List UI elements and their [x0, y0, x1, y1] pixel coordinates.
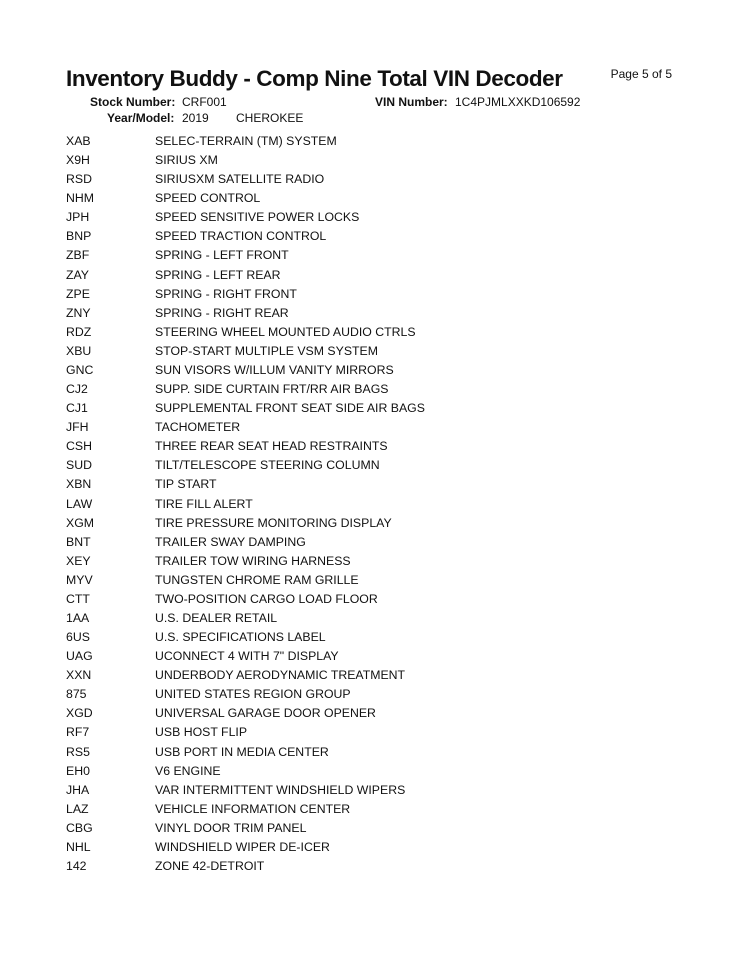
option-code: GNC [66, 362, 94, 377]
option-code: XEY [66, 553, 91, 568]
option-code: ZBF [66, 248, 90, 263]
option-code: XXN [66, 668, 92, 683]
option-code: NHL [66, 839, 91, 854]
option-description: THREE REAR SEAT HEAD RESTRAINTS [155, 439, 388, 454]
option-code: 142 [66, 859, 87, 874]
option-code: 6US [66, 630, 90, 645]
option-description: SUN VISORS W/ILLUM VANITY MIRRORS [155, 362, 394, 377]
option-code: JPH [66, 210, 90, 225]
stock-number-value: CRF001 [182, 95, 227, 109]
option-description: TRAILER SWAY DAMPING [155, 534, 306, 549]
option-description: TILT/TELESCOPE STEERING COLUMN [155, 458, 380, 473]
document-title: Inventory Buddy - Comp Nine Total VIN Decoder [66, 66, 563, 91]
option-description: V6 ENGINE [155, 763, 221, 778]
stock-number-label: Stock Number: [90, 95, 176, 109]
option-description: TUNGSTEN CHROME RAM GRILLE [155, 572, 359, 587]
year-model-label: Year/Model: [107, 111, 175, 125]
option-code: UAG [66, 649, 93, 664]
option-description: TWO-POSITION CARGO LOAD FLOOR [155, 591, 378, 606]
option-code: RS5 [66, 744, 90, 759]
option-code: ZPE [66, 286, 90, 301]
option-code: LAW [66, 496, 93, 511]
option-description: VAR INTERMITTENT WINDSHIELD WIPERS [155, 782, 406, 797]
option-description: SUPP. SIDE CURTAIN FRT/RR AIR BAGS [155, 382, 389, 397]
year-value: 2019 [182, 111, 209, 125]
option-code: CBG [66, 820, 93, 835]
option-description: SPRING - RIGHT FRONT [155, 286, 297, 301]
option-code: CJ2 [66, 382, 88, 397]
option-code: JHA [66, 782, 90, 797]
option-code: X9H [66, 153, 90, 168]
option-code: 1AA [66, 611, 90, 625]
option-description: TRAILER TOW WIRING HARNESS [155, 553, 351, 568]
option-code: JFH [66, 420, 89, 435]
option-description: U.S. SPECIFICATIONS LABEL [155, 630, 326, 645]
option-code: BNT [66, 534, 91, 549]
page-number: Page 5 of 5 [610, 67, 672, 81]
option-code: XBN [66, 477, 92, 492]
option-code: CSH [66, 439, 92, 454]
vin-number-value: 1C4PJMLXXKD106592 [455, 95, 581, 109]
option-code: XAB [66, 134, 91, 148]
option-code: NHM [66, 191, 95, 206]
option-description: VINYL DOOR TRIM PANEL [155, 820, 307, 835]
option-description: UNITED STATES REGION GROUP [155, 687, 351, 702]
vin-number-label: VIN Number: [375, 95, 448, 109]
option-description: SPRING - LEFT FRONT [155, 248, 289, 263]
option-code: MYV [66, 572, 93, 587]
option-description: SIRIUSXM SATELLITE RADIO [155, 172, 325, 187]
option-code: RF7 [66, 725, 90, 740]
option-description: U.S. DEALER RETAIL [155, 611, 278, 625]
option-description: SPEED TRACTION CONTROL [155, 229, 327, 244]
option-description: SPEED SENSITIVE POWER LOCKS [155, 210, 360, 225]
option-code: XGM [66, 515, 95, 530]
option-code: LAZ [66, 801, 89, 816]
option-description: STEERING WHEEL MOUNTED AUDIO CTRLS [155, 324, 416, 339]
option-description: USB PORT IN MEDIA CENTER [155, 744, 329, 759]
option-code: RSD [66, 172, 92, 187]
option-description: TIRE PRESSURE MONITORING DISPLAY [155, 515, 392, 530]
option-code: EH0 [66, 763, 90, 778]
option-description: WINDSHIELD WIPER DE-ICER [155, 839, 330, 854]
option-code: RDZ [66, 324, 92, 339]
option-code: 875 [66, 687, 87, 702]
option-code: SUD [66, 458, 92, 473]
option-description: SELEC-TERRAIN (TM) SYSTEM [155, 134, 337, 148]
option-description: VEHICLE INFORMATION CENTER [155, 801, 351, 816]
option-description: TACHOMETER [155, 420, 241, 435]
option-description: TIP START [155, 477, 217, 492]
option-code: XGD [66, 706, 93, 721]
option-description: ZONE 42-DETROIT [155, 859, 265, 874]
option-description: SIRIUS XM [155, 153, 218, 168]
option-description: TIRE FILL ALERT [155, 496, 253, 511]
option-description: SPRING - LEFT REAR [155, 267, 281, 282]
option-code: ZNY [66, 305, 91, 320]
option-description: SPEED CONTROL [155, 191, 261, 206]
option-code: BNP [66, 229, 92, 244]
option-description: UNIVERSAL GARAGE DOOR OPENER [155, 706, 376, 721]
option-description: UCONNECT 4 WITH 7" DISPLAY [155, 649, 339, 664]
option-code: ZAY [66, 267, 90, 282]
option-description: STOP-START MULTIPLE VSM SYSTEM [155, 343, 378, 358]
option-description: USB HOST FLIP [155, 725, 248, 740]
option-description: SPRING - RIGHT REAR [155, 305, 289, 320]
option-code: CJ1 [66, 401, 88, 416]
model-value: CHEROKEE [236, 111, 304, 125]
option-code: XBU [66, 343, 92, 358]
option-description: UNDERBODY AERODYNAMIC TREATMENT [155, 668, 406, 683]
option-code: CTT [66, 591, 90, 606]
option-description: SUPPLEMENTAL FRONT SEAT SIDE AIR BAGS [155, 401, 425, 416]
